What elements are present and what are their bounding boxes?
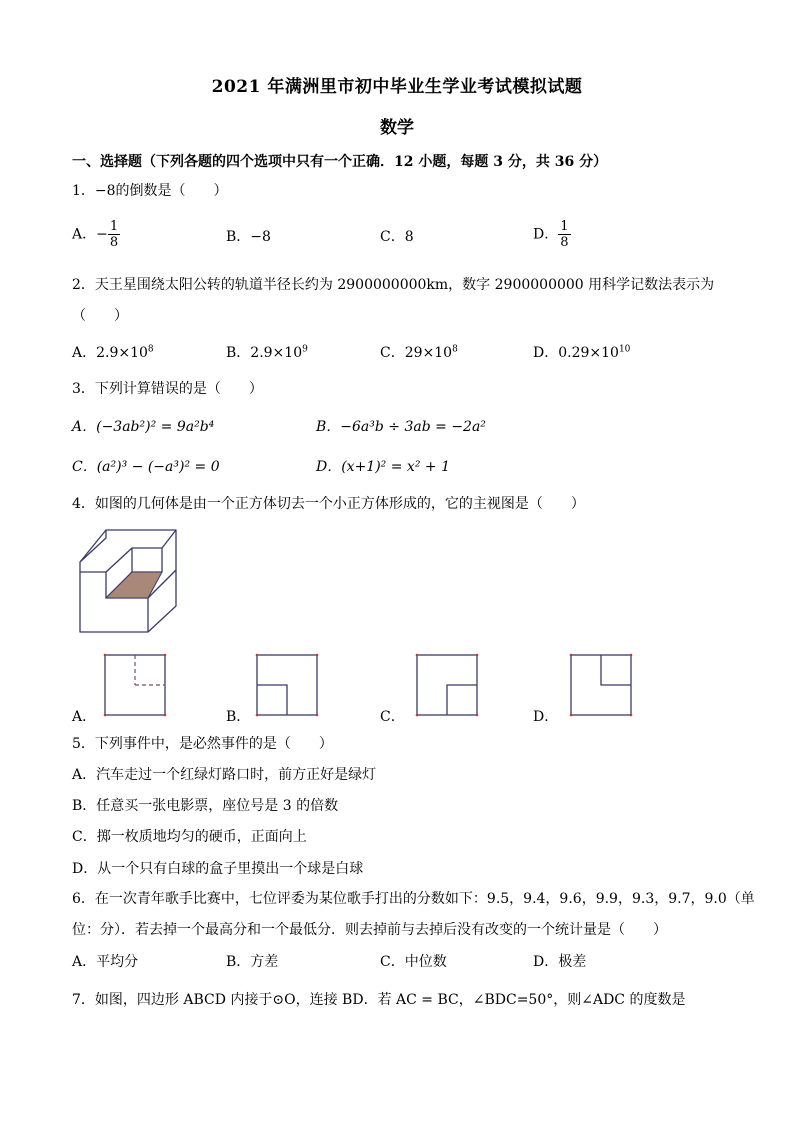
question-3-option-a: A．(−3ab²)² = 9a²b⁴: [72, 419, 215, 435]
question-1-option-b: B．−8: [226, 229, 271, 245]
question-1-option-c: C．8: [380, 229, 414, 245]
cube-solid-figure: [76, 528, 180, 636]
question-2-option-c: C．$29\times 10^8$: [380, 344, 458, 361]
exam-subject: 数学: [380, 118, 414, 138]
question-3-option-b: B．−6a³b ÷ 3ab = −2a²: [316, 419, 486, 435]
question-6-option-b: B．方差: [226, 954, 279, 970]
question-6-stem-line2: 位：分）．若去掉一个最高分和一个最低分．则去掉前与去掉后没有改变的一个统计量是（ ）: [72, 922, 667, 938]
question-7-stem: 7．如图，四边形 ABCD 内接于⊙O，连接 BD．若 AC = BC，∠BDC=50°，则∠ADC 的度数是: [72, 992, 686, 1008]
question-3-option-c: C．(a²)³ − (−a³)² = 0: [72, 459, 220, 475]
question-2-stem-line1: 2．天王星围绕太阳公转的轨道半径长约为 2900000000km，数字 2900000000 用科学记数法表示为: [72, 277, 715, 293]
question-6-option-d: D．极差: [533, 954, 587, 970]
question-5-option-c: C．掷一枚质地均匀的硬币，正面向上: [72, 829, 307, 845]
question-5-option-a: A．汽车走过一个红绿灯路口时，前方正好是绿灯: [72, 767, 377, 783]
question-1-option-d: D． $\frac{1}{8}$: [533, 219, 569, 250]
question-6-option-c: C．中位数: [380, 954, 447, 970]
front-view-option-d: [569, 653, 633, 717]
question-3-stem: 3．下列计算错误的是（ ）: [72, 381, 263, 397]
front-view-option-c: [415, 653, 479, 717]
question-2-option-b: B．$2.9\times 10^9$: [226, 344, 308, 361]
question-6-option-a: A．平均分: [72, 954, 139, 970]
exam-title: 2021 年满洲里市初中毕业生学业考试模拟试题: [211, 77, 583, 97]
question-4-option-d-label: D．: [533, 709, 559, 725]
question-4-option-c-label: C．: [380, 709, 405, 725]
question-1-stem: 1．−8的倒数是（ ）: [72, 183, 228, 199]
question-5-option-b: B．任意买一张电影票，座位号是 3 的倍数: [72, 798, 339, 814]
question-2-option-a: A．$2.9\times 10^8$: [72, 344, 154, 361]
front-view-option-b: [255, 653, 319, 717]
question-2-option-d: D．$0.29\times 10^{10}$: [533, 344, 631, 361]
question-1-option-a: A．− $\frac{1}{8}$: [72, 219, 119, 250]
question-6-stem-line1: 6．在一次青年歌手比赛中，七位评委为某位歌手打出的分数如下：9.5，9.4，9.6，9.9，9.3，9.7，9.0（单: [72, 891, 755, 907]
question-2-stem-line2: （ ）: [72, 308, 128, 324]
question-5-option-d: D．从一个只有白球的盒子里摸出一个球是白球: [72, 861, 364, 877]
question-4-option-b-label: B．: [226, 709, 251, 725]
section-heading: 一、选择题（下列各题的四个选项中只有一个正确．12 小题，每题 3 分，共 36 分）: [72, 154, 608, 170]
question-4-option-a-label: A．: [72, 709, 97, 725]
question-5-stem: 5．下列事件中，是必然事件的是（ ）: [72, 736, 333, 752]
question-3-option-d: D．(x+1)² = x² + 1: [316, 459, 450, 475]
front-view-option-a: [103, 653, 167, 717]
question-4-stem: 4．如图的几何体是由一个正方体切去一个小正方体形成的，它的主视图是（ ）: [72, 496, 585, 512]
